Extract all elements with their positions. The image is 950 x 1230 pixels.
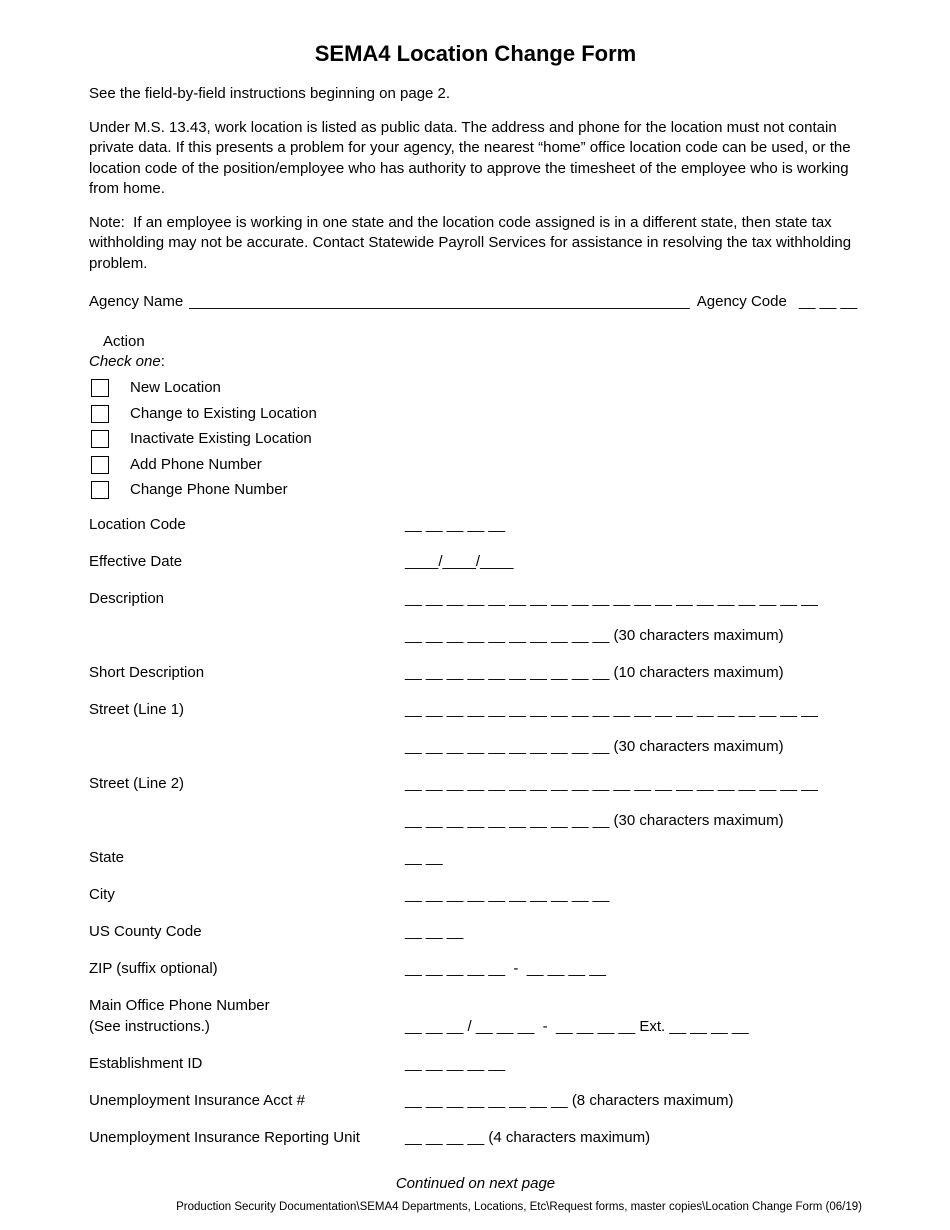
checkbox-label-change-phone-number: Change Phone Number bbox=[130, 481, 288, 498]
field-row-us-county-code bbox=[89, 922, 862, 943]
field-blank-state[interactable]: __ __ bbox=[405, 849, 443, 866]
check-one-text: Check one bbox=[89, 353, 161, 370]
field-label: Unemployment Insurance Acct # bbox=[89, 1091, 305, 1109]
agency-code-blank[interactable]: __ __ __ bbox=[798, 293, 858, 310]
action-options bbox=[89, 376, 862, 504]
field-label: State bbox=[89, 849, 125, 866]
field-label: ZIP (suffix optional) bbox=[89, 960, 218, 977]
field-blank-effective-date[interactable]: ____/____/____ bbox=[405, 553, 514, 570]
action-option-row bbox=[89, 427, 862, 453]
field-label: Unemployment Insurance Reporting Unit bbox=[89, 1128, 360, 1146]
action-option-row bbox=[89, 452, 862, 478]
field-row-street-line2 bbox=[89, 774, 862, 832]
page-bottom bbox=[89, 1174, 862, 1230]
action-instruction bbox=[89, 352, 862, 373]
field-label bbox=[89, 996, 405, 1037]
field-blank-ui-reporting-unit[interactable]: __ __ __ __ (4 characters maximum) bbox=[405, 1128, 651, 1146]
agency-code-label: Agency Code bbox=[696, 293, 787, 310]
checkbox-change-existing-location[interactable] bbox=[91, 405, 109, 423]
field-label: Description bbox=[89, 590, 165, 607]
field-row-city bbox=[89, 885, 862, 906]
field-row-street-line1 bbox=[89, 700, 862, 758]
field-blank-city[interactable]: __ __ __ __ __ __ __ __ __ __ bbox=[405, 886, 610, 903]
checkbox-new-location[interactable] bbox=[91, 379, 109, 397]
field-row-establishment-id bbox=[89, 1054, 862, 1075]
field-blank-us-county-code[interactable]: __ __ __ bbox=[405, 923, 464, 940]
field-label: US County Code bbox=[89, 923, 202, 940]
field-row-ui-reporting-unit bbox=[89, 1128, 862, 1149]
field-label: Effective Date bbox=[89, 553, 183, 570]
field-row-short-description bbox=[89, 663, 862, 684]
field-row-state bbox=[89, 848, 862, 869]
agency-name-label: Agency Name bbox=[89, 293, 184, 310]
field-row-ui-acct bbox=[89, 1091, 862, 1112]
field-blank-street1-line2[interactable]: __ __ __ __ __ __ __ __ __ __ (30 characters maximum) bbox=[405, 738, 784, 755]
checkbox-label-inactivate-existing-location: Inactivate Existing Location bbox=[130, 430, 312, 447]
field-blank-description-line1[interactable]: __ __ __ __ __ __ __ __ __ __ __ __ __ __ __ __ __ __ __ __ bbox=[405, 590, 818, 607]
field-blank-zip[interactable]: __ __ __ __ __ - __ __ __ __ bbox=[405, 960, 606, 977]
checkbox-add-phone-number[interactable] bbox=[91, 456, 109, 474]
footer-path: Production Security Documentation\SEMA4 Departments, Locations, Etc\Request forms, master copies\Location Change Form (06/19) bbox=[176, 1201, 862, 1213]
field-label: City bbox=[89, 886, 115, 903]
field-blank-ui-acct[interactable]: __ __ __ __ __ __ __ __ (8 characters maximum) bbox=[405, 1091, 734, 1109]
checkbox-change-phone-number[interactable] bbox=[91, 481, 109, 499]
form-fields bbox=[89, 515, 862, 1148]
action-option-row bbox=[89, 478, 862, 504]
field-row-location-code bbox=[89, 515, 862, 536]
checkbox-label-add-phone-number: Add Phone Number bbox=[130, 455, 262, 473]
field-row-description bbox=[89, 589, 862, 647]
checkbox-label-new-location: New Location bbox=[130, 379, 221, 396]
field-blank-establishment-id[interactable]: __ __ __ __ __ bbox=[405, 1054, 506, 1072]
check-one-colon: : bbox=[160, 353, 165, 370]
field-label: Short Description bbox=[89, 664, 205, 681]
field-row-effective-date bbox=[89, 552, 862, 573]
note-paragraph: Note: If an employee is working in one state and the location code assigned is in a different state, then state tax withholding may not be accurate. Contact Statewide Payroll Services for assistance in resolving the tax withholding problem. bbox=[89, 213, 852, 272]
field-blank-short-description[interactable]: __ __ __ __ __ __ __ __ __ __ (10 characters maximum) bbox=[405, 664, 784, 681]
agency-name-blank[interactable]: ____________________________________________________________ bbox=[189, 293, 690, 310]
field-label-line2: (See instructions.) bbox=[89, 1017, 210, 1035]
field-blank-location-code[interactable]: __ __ __ __ __ bbox=[405, 516, 506, 533]
page-title: SEMA4 Location Change Form bbox=[314, 41, 637, 66]
intro-text: See the field-by-field instructions beginning on page 2. bbox=[89, 85, 451, 102]
field-blank-description-line2[interactable]: __ __ __ __ __ __ __ __ __ __ (30 characters maximum) bbox=[405, 627, 784, 644]
agency-row bbox=[89, 292, 862, 313]
action-heading: Action bbox=[103, 332, 145, 350]
field-label: Establishment ID bbox=[89, 1054, 203, 1072]
field-label: Street (Line 1) bbox=[89, 701, 185, 718]
continued-note: Continued on next page bbox=[395, 1174, 556, 1192]
checkbox-label-change-existing-location: Change to Existing Location bbox=[130, 404, 317, 422]
action-option-row bbox=[89, 401, 862, 427]
field-blank-street1-line1[interactable]: __ __ __ __ __ __ __ __ __ __ __ __ __ __ __ __ __ __ __ __ bbox=[405, 701, 818, 718]
field-label: Street (Line 2) bbox=[89, 775, 185, 792]
checkbox-inactivate-existing-location[interactable] bbox=[91, 430, 109, 448]
field-blank-main-office-phone[interactable]: __ __ __ / __ __ __ - __ __ __ __ Ext. __ __ __ __ bbox=[405, 1017, 749, 1035]
public-data-paragraph: Under M.S. 13.43, work location is listed as public data. The address and phone for the location must not contain private data. If this presents a problem for your agency, the nearest “home” office location code can be used, or the location code of the position/employee who has authority to approve the timesheet of the employee who is working from home. bbox=[89, 118, 851, 197]
field-label-line1: Main Office Phone Number bbox=[89, 997, 270, 1014]
field-blank-street2-line1[interactable]: __ __ __ __ __ __ __ __ __ __ __ __ __ __ __ __ __ __ __ __ bbox=[405, 775, 818, 792]
field-row-zip bbox=[89, 959, 862, 980]
field-blank-street2-line2[interactable]: __ __ __ __ __ __ __ __ __ __ (30 characters maximum) bbox=[405, 812, 784, 829]
action-option-row bbox=[89, 376, 862, 402]
field-row-main-office-phone bbox=[89, 996, 862, 1037]
field-label: Location Code bbox=[89, 516, 186, 533]
